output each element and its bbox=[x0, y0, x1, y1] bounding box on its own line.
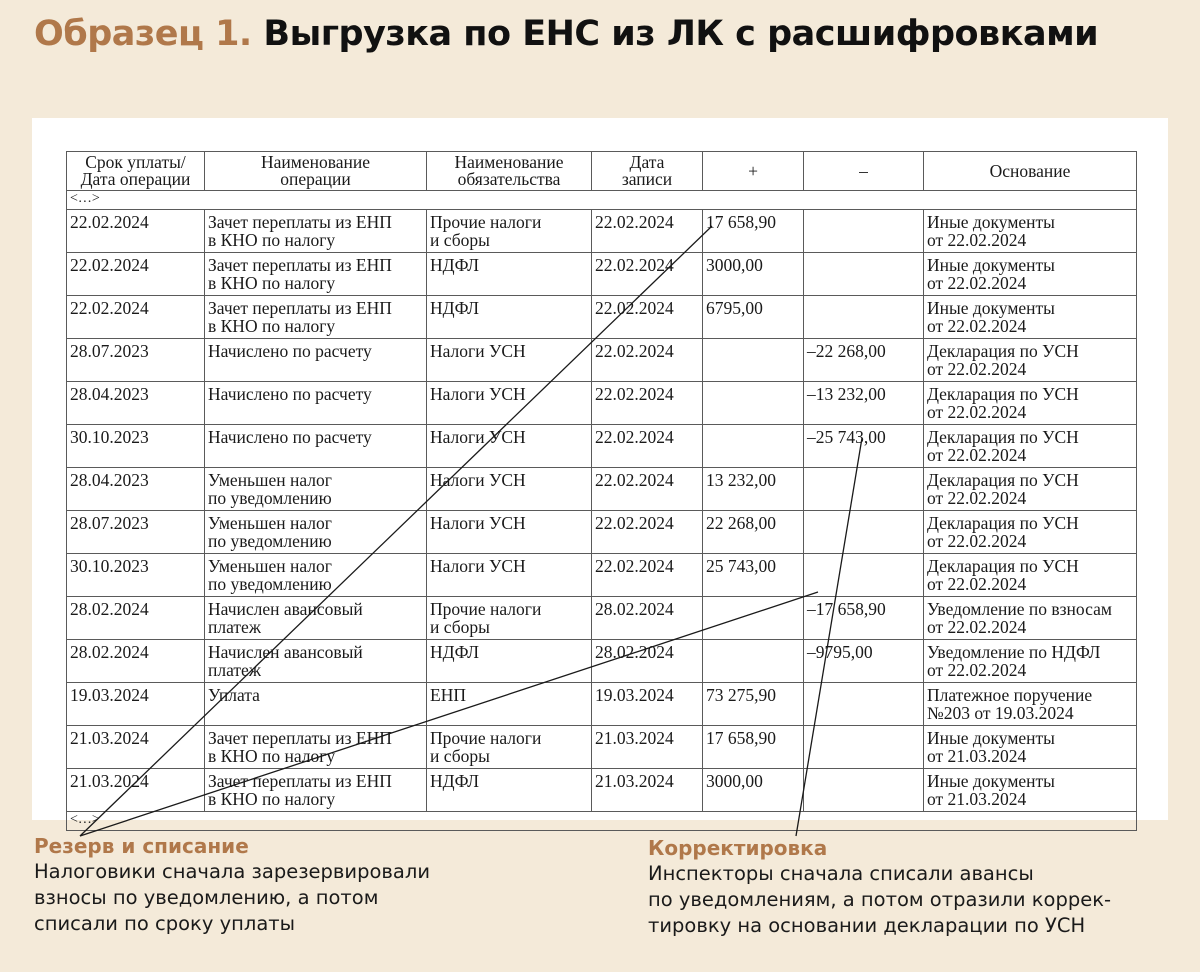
cell-operation: Зачет переплаты из ЕНП в КНО по налогу bbox=[205, 296, 427, 339]
cell-operation: Зачет переплаты из ЕНП в КНО по налогу bbox=[205, 210, 427, 253]
cell-due-date: 28.07.2023 bbox=[67, 511, 205, 554]
table-row bbox=[67, 253, 1137, 296]
cell-plus: 73 275,90 bbox=[703, 683, 804, 726]
cell-due-date: 30.10.2023 bbox=[67, 554, 205, 597]
cell-record-date: 22.02.2024 bbox=[592, 425, 703, 468]
cell-minus: –13 232,00 bbox=[804, 382, 924, 425]
header-minus: – bbox=[804, 152, 924, 191]
table-row bbox=[67, 511, 1137, 554]
cell-minus: –17 658,90 bbox=[804, 597, 924, 640]
cell-plus: 3000,00 bbox=[703, 769, 804, 812]
table-row bbox=[67, 296, 1137, 339]
cell-plus bbox=[703, 382, 804, 425]
cell-record-date: 28.02.2024 bbox=[592, 597, 703, 640]
cell-plus: 17 658,90 bbox=[703, 210, 804, 253]
cell-due-date: 28.07.2023 bbox=[67, 339, 205, 382]
cell-plus: 22 268,00 bbox=[703, 511, 804, 554]
cell-basis: Декларация по УСН от 22.02.2024 bbox=[924, 554, 1137, 597]
cell-obligation: Налоги УСН bbox=[427, 554, 592, 597]
cell-due-date: 28.04.2023 bbox=[67, 382, 205, 425]
title-prefix: Образец 1. bbox=[34, 14, 252, 54]
title-main: Выгрузка по ЕНС из ЛК с расшифровками bbox=[263, 14, 1099, 54]
cell-basis: Декларация по УСН от 22.02.2024 bbox=[924, 382, 1137, 425]
cell-minus bbox=[804, 769, 924, 812]
cell-operation: Начислено по расчету bbox=[205, 425, 427, 468]
table-row bbox=[67, 769, 1137, 812]
page-title bbox=[34, 14, 1098, 54]
cell-basis: Декларация по УСН от 22.02.2024 bbox=[924, 425, 1137, 468]
cell-minus bbox=[804, 683, 924, 726]
header-operation: Наименование операции bbox=[205, 152, 427, 191]
cell-plus: 13 232,00 bbox=[703, 468, 804, 511]
ens-statement-table bbox=[66, 151, 1137, 831]
ellipsis-row-top bbox=[67, 191, 1137, 210]
cell-due-date: 19.03.2024 bbox=[67, 683, 205, 726]
cell-operation: Начислен авансовый платеж bbox=[205, 640, 427, 683]
cell-minus bbox=[804, 296, 924, 339]
cell-operation: Зачет переплаты из ЕНП в КНО по налогу bbox=[205, 769, 427, 812]
table-row bbox=[67, 468, 1137, 511]
table-header-row bbox=[67, 152, 1137, 191]
cell-plus bbox=[703, 640, 804, 683]
table-row bbox=[67, 554, 1137, 597]
cell-plus bbox=[703, 339, 804, 382]
ellipsis-cell: <…> bbox=[67, 812, 1137, 831]
cell-obligation: НДФЛ bbox=[427, 253, 592, 296]
cell-obligation: ЕНП bbox=[427, 683, 592, 726]
header-record-date: Дата записи bbox=[592, 152, 703, 191]
header-due-date: Срок уплаты/ Дата операции bbox=[67, 152, 205, 191]
cell-operation: Уменьшен налог по уведомлению bbox=[205, 554, 427, 597]
cell-operation: Начислено по расчету bbox=[205, 382, 427, 425]
note-reserve-heading: Резерв и списание bbox=[34, 834, 249, 858]
cell-due-date: 22.02.2024 bbox=[67, 210, 205, 253]
cell-due-date: 28.02.2024 bbox=[67, 597, 205, 640]
table-row bbox=[67, 640, 1137, 683]
note-correction-text: Инспекторы сначала списали авансы по уведомлениям, а потом отразили коррек- тировку на основании декларации по УСН bbox=[648, 862, 1112, 937]
table-row bbox=[67, 339, 1137, 382]
cell-record-date: 22.02.2024 bbox=[592, 382, 703, 425]
cell-due-date: 22.02.2024 bbox=[67, 253, 205, 296]
cell-operation: Зачет переплаты из ЕНП в КНО по налогу bbox=[205, 253, 427, 296]
note-reserve-text: Налоговики сначала зарезервировали взносы по уведомлению, а потом списали по сроку уплаты bbox=[34, 860, 430, 935]
table-row bbox=[67, 425, 1137, 468]
cell-operation: Уменьшен налог по уведомлению bbox=[205, 511, 427, 554]
cell-record-date: 22.02.2024 bbox=[592, 210, 703, 253]
cell-basis: Иные документы от 21.03.2024 bbox=[924, 769, 1137, 812]
note-reserve bbox=[34, 833, 430, 937]
cell-minus bbox=[804, 511, 924, 554]
cell-obligation: Налоги УСН bbox=[427, 468, 592, 511]
cell-record-date: 22.02.2024 bbox=[592, 511, 703, 554]
cell-obligation: Налоги УСН bbox=[427, 511, 592, 554]
cell-due-date: 28.04.2023 bbox=[67, 468, 205, 511]
ellipsis-row-bottom bbox=[67, 812, 1137, 831]
table-row bbox=[67, 210, 1137, 253]
cell-plus bbox=[703, 597, 804, 640]
cell-minus bbox=[804, 554, 924, 597]
cell-operation: Уплата bbox=[205, 683, 427, 726]
cell-minus: –25 743,00 bbox=[804, 425, 924, 468]
cell-obligation: Прочие налоги и сборы bbox=[427, 726, 592, 769]
header-plus: + bbox=[703, 152, 804, 191]
cell-minus: –9795,00 bbox=[804, 640, 924, 683]
table-row bbox=[67, 597, 1137, 640]
cell-basis: Уведомление по взносам от 22.02.2024 bbox=[924, 597, 1137, 640]
cell-obligation: НДФЛ bbox=[427, 296, 592, 339]
cell-basis: Иные документы от 22.02.2024 bbox=[924, 210, 1137, 253]
cell-operation: Начислено по расчету bbox=[205, 339, 427, 382]
cell-record-date: 19.03.2024 bbox=[592, 683, 703, 726]
cell-basis: Платежное поручение №203 от 19.03.2024 bbox=[924, 683, 1137, 726]
cell-basis: Уведомление по НДФЛ от 22.02.2024 bbox=[924, 640, 1137, 683]
cell-minus bbox=[804, 726, 924, 769]
cell-due-date: 30.10.2023 bbox=[67, 425, 205, 468]
table-row bbox=[67, 382, 1137, 425]
cell-obligation: НДФЛ bbox=[427, 640, 592, 683]
cell-record-date: 22.02.2024 bbox=[592, 296, 703, 339]
cell-obligation: НДФЛ bbox=[427, 769, 592, 812]
header-basis: Основание bbox=[924, 152, 1137, 191]
cell-plus bbox=[703, 425, 804, 468]
cell-basis: Декларация по УСН от 22.02.2024 bbox=[924, 468, 1137, 511]
cell-due-date: 28.02.2024 bbox=[67, 640, 205, 683]
cell-record-date: 22.02.2024 bbox=[592, 339, 703, 382]
table-row bbox=[67, 726, 1137, 769]
cell-record-date: 28.02.2024 bbox=[592, 640, 703, 683]
cell-operation: Зачет переплаты из ЕНП в КНО по налогу bbox=[205, 726, 427, 769]
cell-obligation: Прочие налоги и сборы bbox=[427, 597, 592, 640]
cell-due-date: 22.02.2024 bbox=[67, 296, 205, 339]
header-obligation: Наименование обязательства bbox=[427, 152, 592, 191]
cell-minus bbox=[804, 210, 924, 253]
note-correction bbox=[648, 835, 1111, 939]
cell-minus bbox=[804, 253, 924, 296]
cell-obligation: Прочие налоги и сборы bbox=[427, 210, 592, 253]
cell-plus: 6795,00 bbox=[703, 296, 804, 339]
cell-due-date: 21.03.2024 bbox=[67, 769, 205, 812]
cell-record-date: 22.02.2024 bbox=[592, 554, 703, 597]
cell-basis: Декларация по УСН от 22.02.2024 bbox=[924, 339, 1137, 382]
cell-basis: Декларация по УСН от 22.02.2024 bbox=[924, 511, 1137, 554]
cell-operation: Уменьшен налог по уведомлению bbox=[205, 468, 427, 511]
cell-record-date: 22.02.2024 bbox=[592, 253, 703, 296]
ellipsis-cell: <…> bbox=[67, 191, 1137, 210]
cell-record-date: 21.03.2024 bbox=[592, 769, 703, 812]
cell-basis: Иные документы от 22.02.2024 bbox=[924, 296, 1137, 339]
cell-plus: 17 658,90 bbox=[703, 726, 804, 769]
cell-obligation: Налоги УСН bbox=[427, 382, 592, 425]
cell-obligation: Налоги УСН bbox=[427, 425, 592, 468]
cell-minus bbox=[804, 468, 924, 511]
cell-plus: 3000,00 bbox=[703, 253, 804, 296]
table-row bbox=[67, 683, 1137, 726]
cell-obligation: Налоги УСН bbox=[427, 339, 592, 382]
cell-record-date: 21.03.2024 bbox=[592, 726, 703, 769]
cell-due-date: 21.03.2024 bbox=[67, 726, 205, 769]
cell-plus: 25 743,00 bbox=[703, 554, 804, 597]
cell-record-date: 22.02.2024 bbox=[592, 468, 703, 511]
cell-operation: Начислен авансовый платеж bbox=[205, 597, 427, 640]
note-correction-heading: Корректировка bbox=[648, 836, 828, 860]
cell-basis: Иные документы от 22.02.2024 bbox=[924, 253, 1137, 296]
cell-basis: Иные документы от 21.03.2024 bbox=[924, 726, 1137, 769]
cell-minus: –22 268,00 bbox=[804, 339, 924, 382]
